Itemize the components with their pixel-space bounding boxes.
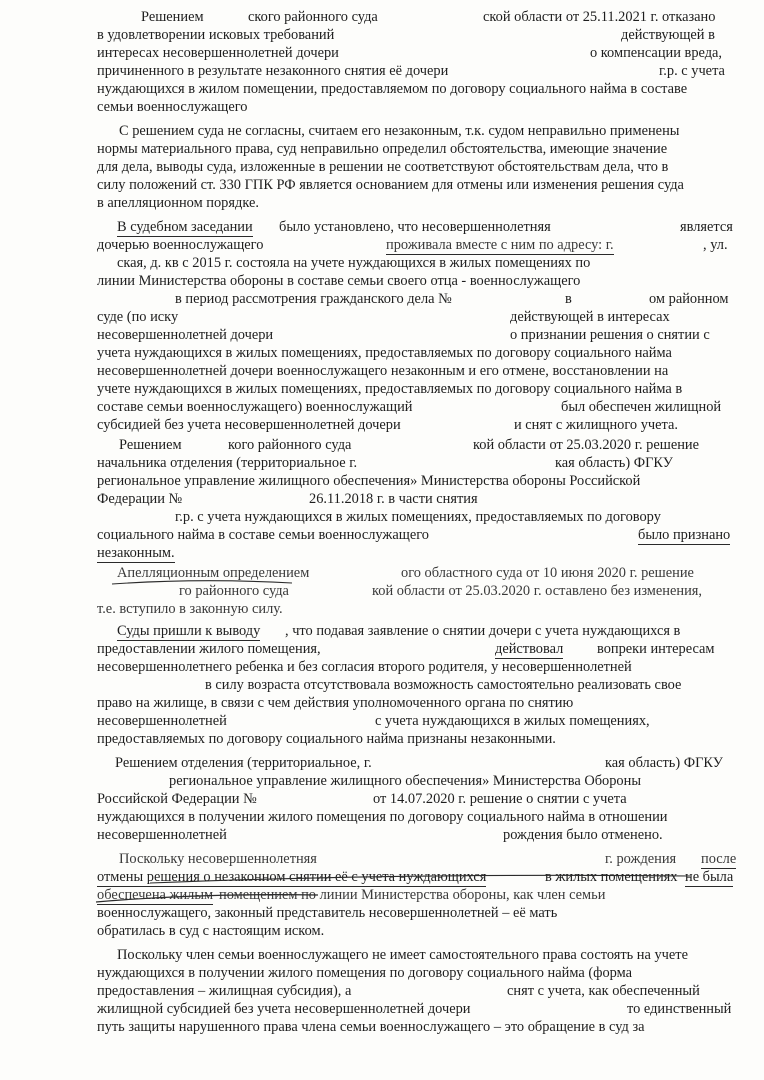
text-segment: несовершеннолетней <box>97 713 227 729</box>
text-line <box>97 850 741 868</box>
text-segment: ского районного суда <box>248 9 378 25</box>
text-segment: в удовлетворении исковых требований <box>97 27 335 43</box>
text-segment: кой области от 25.03.2020 г. оставлено без изменения, <box>372 583 702 599</box>
text-line <box>97 436 741 454</box>
text-segment: в жилых помещениях <box>545 869 678 885</box>
text-segment: является <box>680 219 733 235</box>
text-line <box>97 272 741 290</box>
text-line <box>97 886 741 904</box>
text-segment: нормы материального права, суд неправильно определил обстоятельства, имеющие значение <box>97 141 668 157</box>
text-segment: учете нуждающихся в жилых помещениях, предоставляемых по договору социального найма в <box>97 381 683 397</box>
text-segment: обратилась в суд с настоящим иском. <box>97 923 325 939</box>
text-line <box>97 8 741 26</box>
text-segment: т.е. вступило в законную силу. <box>97 601 283 617</box>
text-segment: социального найма в составе семьи военнослужащего <box>97 527 429 543</box>
text-segment: право на жилище, в связи с чем действия уполномоченного органа по снятию <box>97 695 574 711</box>
text-segment: составе семьи военнослужащего) военнослужащий <box>97 399 413 415</box>
text-segment: действующей в интересах <box>510 309 670 325</box>
text-line <box>97 308 741 326</box>
text-segment: г. рождения <box>605 851 677 867</box>
text-line <box>97 454 741 472</box>
text-line <box>97 98 741 116</box>
text-line <box>97 122 741 140</box>
text-segment: ого областного суда от 10 июня 2020 г. решение <box>401 565 694 581</box>
text-segment: военнослужащего, законный представитель несовершеннолетней – её мать <box>97 905 558 921</box>
text-segment: то единственный <box>627 1001 732 1017</box>
text-segment: жилищной субсидией без учета несовершеннолетней дочери <box>97 1001 471 1017</box>
text-segment: о компенсации вреда, <box>590 45 723 61</box>
text-segment: от 14.07.2020 г. решение о снятии с учета <box>373 791 627 807</box>
text-segment: действующей в <box>621 27 715 43</box>
text-line <box>97 1018 741 1036</box>
text-segment: линии Министерства обороны в составе семьи своего отца - военнослужащего <box>97 273 581 289</box>
text-line <box>97 362 741 380</box>
text-segment-underlined: незаконным. <box>97 545 175 561</box>
text-segment: нуждающихся в получении жилого помещения по договору социального найма в отношении <box>97 809 668 825</box>
text-segment: силу положений ст. 330 ГПК РФ является основанием для отмены или изменения решения суда <box>97 177 684 193</box>
text-line <box>97 922 741 940</box>
text-line <box>97 658 741 676</box>
text-segment: Федерации № <box>97 491 183 507</box>
text-line <box>97 772 741 790</box>
text-line <box>97 472 741 490</box>
text-segment: нуждающихся в получении жилого помещения по договору социального найма (форма <box>97 965 633 981</box>
text-segment: Российской Федерации № <box>97 791 257 807</box>
text-line <box>97 808 741 826</box>
text-line <box>97 218 741 236</box>
text-line <box>97 80 741 98</box>
text-segment: в период рассмотрения гражданского дела № <box>175 291 452 307</box>
text-line <box>97 600 741 618</box>
text-line <box>97 904 741 922</box>
text-line <box>97 964 741 982</box>
text-segment: начальника отделения (территориальное г. <box>97 455 358 471</box>
text-segment: причиненного в результате незаконного снятия её дочери <box>97 63 449 79</box>
text-line <box>97 344 741 362</box>
text-line <box>97 490 741 508</box>
text-line <box>97 194 741 212</box>
text-line <box>97 326 741 344</box>
text-line <box>97 26 741 44</box>
text-segment: ской области от 25.11.2021 г. отказано <box>483 9 716 25</box>
text-segment: субсидией без учета несовершеннолетней дочери <box>97 417 401 433</box>
text-line <box>97 416 741 434</box>
text-segment: нуждающихся в жилом помещении, предоставляемом по договору социального найма в составе <box>97 81 688 97</box>
text-line <box>97 140 741 158</box>
text-line <box>97 730 741 748</box>
text-line <box>97 236 741 254</box>
text-segment: ом районном <box>649 291 729 307</box>
text-line <box>97 868 741 886</box>
text-line <box>97 508 741 526</box>
text-line <box>97 640 741 658</box>
text-line <box>97 622 741 640</box>
text-line <box>97 946 741 964</box>
text-segment: несовершеннолетней <box>97 827 227 843</box>
text-segment-underlined: действовал <box>495 641 564 657</box>
text-segment: рождения было отменено. <box>503 827 663 843</box>
text-segment: Решением отделения (территориальное, г. <box>115 755 372 771</box>
text-segment-underlined: В судебном заседании <box>117 219 253 235</box>
text-segment: предоставлении жилого помещения, <box>97 641 321 657</box>
text-segment: кой области от 25.03.2020 г. решение <box>473 437 700 453</box>
text-segment: дочерью военнослужащего <box>97 237 264 253</box>
text-line <box>97 982 741 1000</box>
text-segment: в <box>565 291 572 307</box>
text-segment: Поскольку несовершеннолетняя <box>119 851 317 867</box>
text-segment: кая область) ФГКУ <box>555 455 673 471</box>
text-segment: кого районного суда <box>228 437 352 453</box>
text-segment: , ул. <box>703 237 728 253</box>
text-line <box>97 676 741 694</box>
text-segment: было установлено, что несовершеннолетняя <box>279 219 551 235</box>
text-segment: несовершеннолетней дочери военнослужащего незаконным и его отмене, восстановлении на <box>97 363 669 379</box>
text-segment: несовершеннолетней дочери <box>97 327 274 343</box>
text-segment-underlined: не была <box>685 869 734 885</box>
text-segment-underlined: обеспечена жилым <box>97 887 214 903</box>
text-segment: региональное управление жилищного обеспечения» Министерства обороны Российской <box>97 473 641 489</box>
text-segment: суде (по иску <box>97 309 179 325</box>
text-segment: Апелляционным определением <box>117 565 310 581</box>
text-line <box>97 176 741 194</box>
text-line <box>97 790 741 808</box>
text-segment: Решением <box>141 9 204 25</box>
text-segment: интересах несовершеннолетней дочери <box>97 45 339 61</box>
text-line <box>97 254 741 272</box>
text-segment: в силу возраста отсутствовала возможность самостоятельно реализовать свое <box>205 677 682 693</box>
text-segment: предоставления – жилищная субсидия), а <box>97 983 352 999</box>
text-segment: помещением по линии Министерства обороны, как член семьи <box>219 887 606 903</box>
text-segment: для дела, выводы суда, изложенные в решении не соответствуют обстоятельствам дела, что в <box>97 159 669 175</box>
text-segment: С решением суда не согласны, считаем его незаконным, т.к. судом неправильно применены <box>119 123 680 139</box>
text-line <box>97 826 741 844</box>
text-segment: го районного суда <box>179 583 289 599</box>
text-segment: Решением <box>119 437 182 453</box>
text-segment: предоставляемых по договору социального найма признаны незаконными. <box>97 731 556 747</box>
text-segment: путь защиты нарушенного права члена семьи военнослужащего – это обращение в суд за <box>97 1019 645 1035</box>
text-line <box>97 380 741 398</box>
text-segment: о признании решения о снятии с <box>510 327 710 343</box>
text-segment-underlined: проживала вместе с ним по адресу: г. <box>386 237 614 253</box>
text-segment: г.р. с учета <box>659 63 725 79</box>
text-segment: ская, д. кв с 2015 г. состояла на учете нуждающихся в жилых помещениях по <box>117 255 591 271</box>
text-segment: региональное управление жилищного обеспечения» Министерства Обороны <box>169 773 642 789</box>
text-line <box>97 582 741 600</box>
text-line <box>97 1000 741 1018</box>
text-segment: и снят с жилищного учета. <box>514 417 678 433</box>
text-segment-underlined: отмены решения о незаконном снятии её с учета нуждающихся <box>97 869 487 885</box>
text-segment: кая область) ФГКУ <box>605 755 723 771</box>
text-line <box>97 754 741 772</box>
text-line <box>97 694 741 712</box>
text-line <box>97 44 741 62</box>
text-line <box>97 290 741 308</box>
text-segment: снят с учета, как обеспеченный <box>507 983 700 999</box>
text-segment: в апелляционном порядке. <box>97 195 259 211</box>
text-segment: был обеспечен жилищной <box>561 399 722 415</box>
text-segment: г.р. с учета нуждающихся в жилых помещениях, предоставляемых по договору <box>175 509 661 525</box>
text-line <box>97 398 741 416</box>
text-line <box>97 158 741 176</box>
text-segment: с учета нуждающихся в жилых помещениях, <box>375 713 650 729</box>
text-line <box>97 62 741 80</box>
text-segment: Поскольку член семьи военнослужащего не имеет самостоятельного права состоять на учете <box>117 947 688 963</box>
text-line <box>97 712 741 730</box>
text-line <box>97 526 741 544</box>
text-segment: учета нуждающихся в жилых помещениях, предоставляемых по договору социального найма <box>97 345 672 361</box>
text-segment: , что подавая заявление о снятии дочери с учета нуждающихся в <box>285 623 681 639</box>
text-segment-underlined: Суды пришли к выводу <box>117 623 261 639</box>
text-segment: несовершеннолетнего ребенка и без согласия второго родителя, у несовершеннолетней <box>97 659 632 675</box>
text-line <box>97 564 741 582</box>
text-line <box>97 544 741 562</box>
text-segment: вопреки интересам <box>597 641 715 657</box>
text-segment-underlined: было признано <box>638 527 731 543</box>
text-segment-underlined: после <box>701 851 737 867</box>
text-segment: семьи военнослужащего <box>97 99 248 115</box>
text-segment: 26.11.2018 г. в части снятия <box>309 491 478 507</box>
